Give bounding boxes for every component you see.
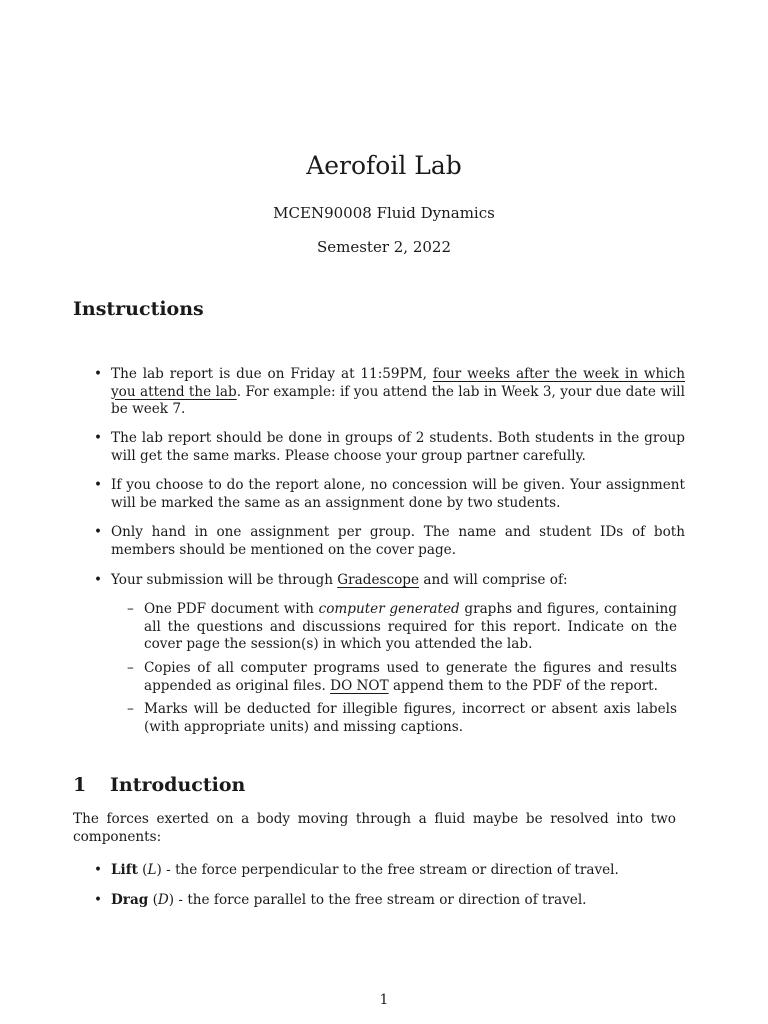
bullet-marker: • xyxy=(94,892,103,908)
sub-bullet-text: Copies of all computer programs used to generate the figures and results appended as original files. DO NOT append them to the PDF of the report. xyxy=(144,660,677,694)
bullet-text: Lift (L) - the force perpendicular to the free stream or direction of travel. xyxy=(111,862,619,878)
introduction-heading xyxy=(73,774,245,796)
bullet-marker: • xyxy=(94,477,103,493)
introduction-paragraph: The forces exerted on a body moving through a fluid maybe be resolved into two components: xyxy=(73,811,676,845)
instructions-heading: Instructions xyxy=(73,298,204,320)
dash-marker: – xyxy=(127,701,134,717)
sub-bullet-text: Marks will be deducted for illegible figures, incorrect or absent axis labels (with appropriate units) and missing captions. xyxy=(144,701,677,735)
document-title: Aerofoil Lab xyxy=(306,151,462,180)
sub-bullet-text: One PDF document with computer generated graphs and figures, containing all the questions and discussions required for this report. Indicate on the cover page the session(s) in which you attended the lab. xyxy=(144,601,677,652)
bullet-marker: • xyxy=(94,862,103,878)
section-number: 1 xyxy=(73,774,87,796)
bullet-marker: • xyxy=(94,366,103,382)
bullet-marker: • xyxy=(94,572,103,588)
semester-label: Semester 2, 2022 xyxy=(316,238,452,256)
bullet-text: The lab report should be done in groups of 2 students. Both students in the group will get the same marks. Please choose your group partner carefully. xyxy=(111,430,685,464)
page-number: 1 xyxy=(379,992,389,1008)
bullet-text: Drag (D) - the force parallel to the free stream or direction of travel. xyxy=(111,892,587,908)
bullet-text: Your submission will be through Gradescope and will comprise of: xyxy=(111,572,568,588)
dash-marker: – xyxy=(127,601,134,617)
dash-marker: – xyxy=(127,660,134,676)
bullet-marker: • xyxy=(94,430,103,446)
gradescope-link[interactable]: Gradescope xyxy=(337,572,420,588)
course-code: MCEN90008 Fluid Dynamics xyxy=(273,204,495,222)
bullet-text: If you choose to do the report alone, no concession will be given. Your assignment will be marked the same as an assignment done by two students. xyxy=(111,477,685,511)
bullet-text: The lab report is due on Friday at 11:59PM, four weeks after the week in which you attend the lab. For example: if you attend the lab in Week 3, your due date will be week 7. xyxy=(111,366,686,417)
bullet-text: Only hand in one assignment per group. The name and student IDs of both members should be mentioned on the cover page. xyxy=(111,524,685,558)
do-not-emphasis: DO NOT xyxy=(330,677,389,694)
bullet-marker: • xyxy=(94,524,103,540)
due-date-emphasis: four weeks after the week in which you attend the lab xyxy=(111,366,685,400)
section-title: Introduction xyxy=(110,774,246,796)
